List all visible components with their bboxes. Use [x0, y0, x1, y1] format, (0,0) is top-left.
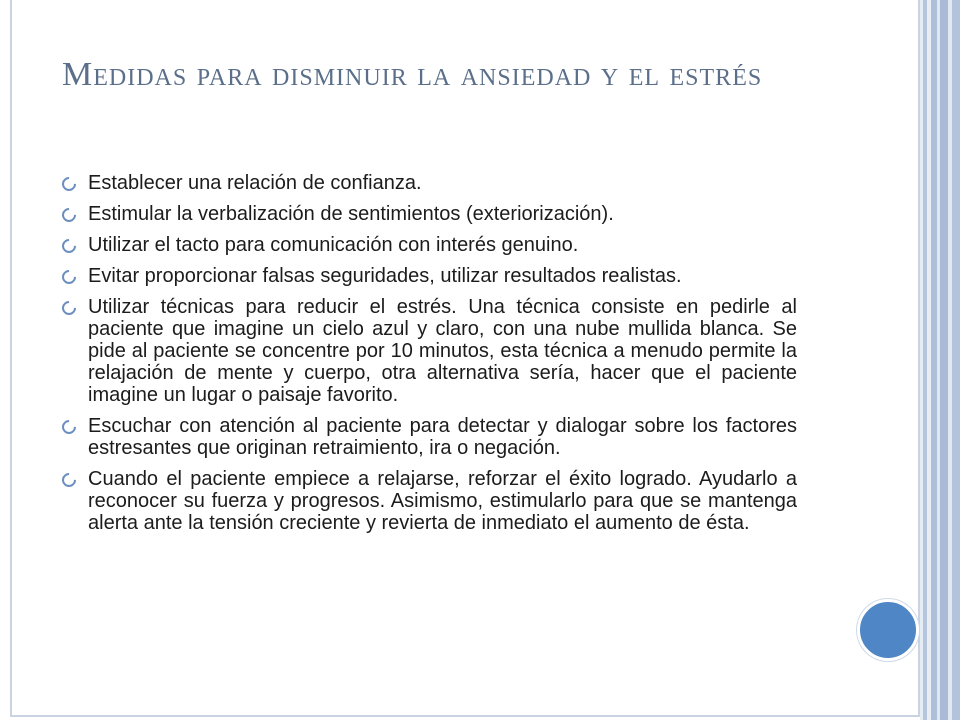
- list-item: [62, 234, 797, 256]
- bullet-text: Cuando el paciente empiece a relajarse, reforzar el éxito logrado. Ayudarlo a reconocer su fuerza y progresos. Asimismo, estimularlo para que se mantenga alerta ante la tensión creciente y revierta de inmediato el aumento de ésta.: [88, 468, 797, 534]
- bullet-text: Escuchar con atención al paciente para detectar y dialogar sobre los factores estresantes que originan retraimiento, ira o negación.: [88, 415, 797, 459]
- list-item: [62, 415, 797, 459]
- list-item: [62, 172, 797, 194]
- bullet-icon: [59, 205, 79, 225]
- list-item: [62, 468, 797, 534]
- bullet-text: Utilizar técnicas para reducir el estrés. Una técnica consiste en pedirle al paciente que imagine un cielo azul y claro, con una nube mullida blanca. Se pide al paciente se concentre por 10 minutos, esta técnica a menudo permite la relajación de mente y cuerpo, otra alternativa sería, hacer que el paciente imagine un lugar o paisaje favorito.: [88, 296, 797, 406]
- accent-circle: [857, 599, 919, 661]
- slide-title: Medidas para disminuir la ansiedad y el estrés: [62, 56, 763, 93]
- decorative-side-stripes: [920, 0, 960, 720]
- bullet-text: Utilizar el tacto para comunicación con interés genuino.: [88, 234, 579, 256]
- bullet-list: [62, 172, 797, 543]
- list-item: [62, 265, 797, 287]
- bullet-icon: [59, 470, 79, 490]
- bullet-icon: [59, 267, 79, 287]
- bullet-icon: [59, 174, 79, 194]
- list-item: [62, 296, 797, 406]
- bullet-icon: [59, 417, 79, 437]
- bullet-icon: [59, 236, 79, 256]
- list-item: [62, 203, 797, 225]
- bullet-text: Evitar proporcionar falsas seguridades, utilizar resultados realistas.: [88, 265, 682, 287]
- bullet-text: Estimular la verbalización de sentimientos (exteriorización).: [88, 203, 614, 225]
- bullet-icon: [59, 298, 79, 318]
- bullet-text: Establecer una relación de confianza.: [88, 172, 422, 194]
